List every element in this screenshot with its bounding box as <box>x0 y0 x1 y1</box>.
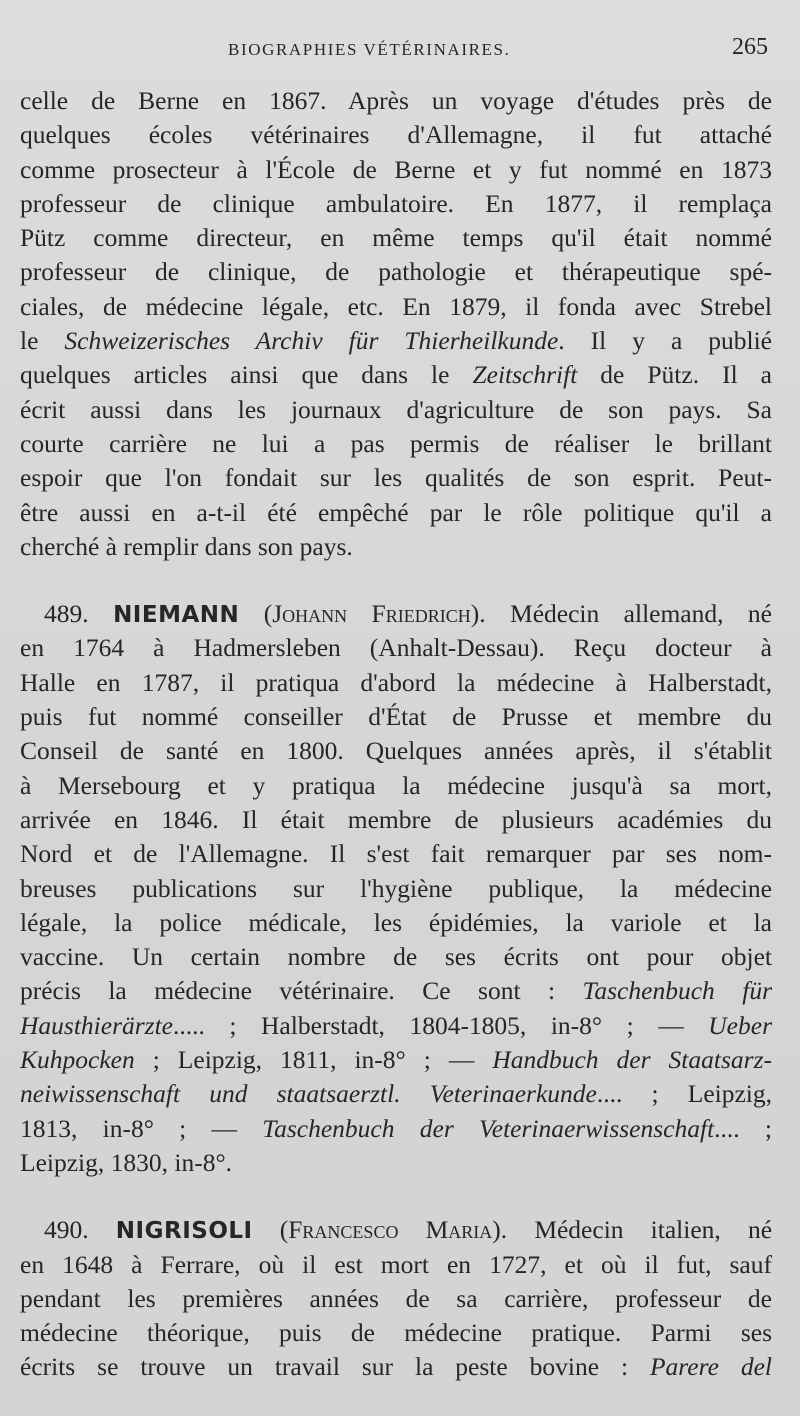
text-line: Pütz comme directeur, en même temps qu'il était nommé <box>20 223 772 253</box>
text-line: celle de Berne en 1867. Après un voyage d'études près de <box>20 86 772 115</box>
text-run: . Médecin allemand, né <box>479 599 772 629</box>
text-line: en 1648 à Ferrare, où il est mort en 1727, et où il fut, sauf <box>20 1249 772 1279</box>
text-run: de Pütz. Il a <box>577 360 772 390</box>
book-title: Hausthierärzte <box>20 1010 173 1040</box>
entry-name: NIEMANN <box>113 602 240 629</box>
text-line: professeur de clinique ambulatoire. En 1877, il remplaça <box>20 188 772 218</box>
text-line: écrit aussi dans les journaux d'agriculture de son pays. Sa <box>20 394 772 424</box>
entry-489 <box>20 597 772 1180</box>
text-line: légale, la police médicale, les épidémies, la variole et la <box>20 907 772 937</box>
paragraph-continued <box>20 84 772 564</box>
book-title: Taschenbuch der Veterinaerwissenschaft <box>262 1113 715 1143</box>
text-line <box>20 1112 772 1146</box>
paragraph-gap <box>20 564 772 597</box>
book-title: Kuhpocken <box>20 1045 135 1075</box>
text-line <box>20 324 772 358</box>
text-run: . Médecin italien, né <box>500 1215 773 1245</box>
text-line: Nord et de l'Allemagne. Il s'est fait remarquer par ses nom- <box>20 839 772 869</box>
text-run: quelques articles ainsi que dans le <box>20 360 473 390</box>
text-line <box>20 358 772 392</box>
running-title: BIOGRAPHIES VÉTÉRINAIRES. <box>228 40 511 59</box>
entry-name: NIGRISOLI <box>115 1218 253 1245</box>
text-line: vaccine. Un certain nombre de ses écrits ont pour objet <box>20 942 772 972</box>
entry-given-names: (Johann Friedrich) <box>239 599 480 629</box>
paragraph-gap <box>20 1180 772 1213</box>
page-number: 265 <box>732 34 768 60</box>
running-header <box>0 34 800 70</box>
text-line: arrivée en 1846. Il était membre de plusieurs académies du <box>20 804 772 834</box>
book-title: Handbuch der Staatsarz- <box>492 1045 772 1075</box>
text-run: ; Leipzig, 1811, in-8° ; — <box>134 1045 493 1075</box>
text-run: précis la médecine vétérinaire. Ce sont : <box>20 976 583 1006</box>
text-line: ciales, de médecine légale, etc. En 1879, il fonda avec Strebel <box>20 291 772 321</box>
text-line <box>20 1043 772 1077</box>
text-run: .... ; Leipzig, <box>596 1079 773 1109</box>
entry-number: 490. <box>44 1215 116 1245</box>
book-title: Ueber <box>708 1010 772 1040</box>
text-line: à Mersebourg et y pratiqua la médecine jusqu'à sa mort, <box>20 770 772 800</box>
text-line: cherché à remplir dans son pays. <box>20 531 353 561</box>
text-line: médecine théorique, puis de médecine pratique. Parmi ses <box>20 1318 772 1348</box>
text-run: . Il y a publié <box>558 326 772 356</box>
text-line <box>20 1350 772 1384</box>
text-run: écrits se trouve un travail sur la peste bovine : <box>20 1352 650 1382</box>
book-title: Parere del <box>649 1352 772 1382</box>
book-title: Taschenbuch für <box>582 976 772 1006</box>
text-line: pendant les premières années de sa carrière, professeur de <box>20 1283 772 1313</box>
text-line: Halle en 1787, il pratiqua d'abord la médecine à Halberstadt, <box>20 667 772 697</box>
journal-title: Schweizerisches Archiv für Thierheilkunde <box>64 326 559 356</box>
text-line <box>20 1009 772 1043</box>
text-line: breuses publications sur l'hygiène publique, la médecine <box>20 873 772 903</box>
entry-number: 489. <box>44 599 114 629</box>
text-line: courte carrière ne lui a pas permis de réaliser le brillant <box>20 428 772 458</box>
entry-heading-line <box>20 597 772 631</box>
book-title: neiwissenschaft und staatsaerztl. Veterinaerkunde <box>20 1079 597 1109</box>
text-line: comme prosecteur à l'École de Berne et y fut nommé en 1873 <box>20 154 772 184</box>
text-line: espoir que l'on fondait sur les qualités de son esprit. Peut- <box>20 463 772 493</box>
text-line <box>20 974 772 1008</box>
text-line: en 1764 à Hadmersleben (Anhalt-Dessau). Reçu docteur à <box>20 633 772 663</box>
text-run: le <box>20 326 65 356</box>
text-line: Conseil de santé en 1800. Quelques années après, il s'établit <box>20 736 772 766</box>
body-text <box>20 84 772 1385</box>
text-run: .... ; <box>714 1113 772 1143</box>
text-line: Leipzig, 1830, in-8°. <box>20 1147 233 1177</box>
text-line: être aussi en a-t-il été empêché par le rôle politique qu'il a <box>20 497 772 527</box>
text-line <box>20 1077 772 1111</box>
entry-given-names: (Francesco Maria) <box>252 1215 501 1245</box>
text-run: 1813, in-8° ; — <box>20 1113 263 1143</box>
text-line: puis fut nommé conseiller d'État de Prusse et membre du <box>20 702 772 732</box>
journal-title: Zeitschrift <box>472 360 578 390</box>
text-line: quelques écoles vétérinaires d'Allemagne, il fut attaché <box>20 120 772 150</box>
text-run: ..... ; Halberstadt, 1804-1805, in-8° ; — <box>173 1010 709 1040</box>
text-line: professeur de clinique, de pathologie et thérapeutique spé- <box>20 257 772 287</box>
entry-490 <box>20 1213 772 1384</box>
entry-heading-line <box>20 1213 772 1247</box>
